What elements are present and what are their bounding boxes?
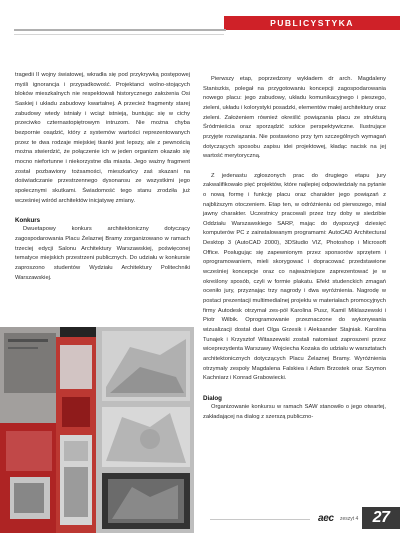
left-paragraph-1: tragedii II wojny światowej, wkradła się pod przykrywką postępowej myśli ignorancja i przypadkowość. Projektanci wolno-stojących bloków mieszkalnych nie respektowali historycznego założenia Osi Saskiej i układu zabudowy kwartalnej. A przecież fragmenty starej zabudowy wtedy istniały i wciąż istnieją, buntując się w cichy przeciwko czternastopiętrowym intruzom. Nie można chyba bezpornie osądzić, który z systemów wartości reprezentowanych przez te dwa rodzaje miejskiej tkanki jest lepszy, ale z pewnością można stwierdzić, że połączenie ich w jeden organizm okazało się mocno niefortunne i niekorzystne dla miasta. Jego ważny fragment został pozbawiony tożsamości, mieszkańcy zaś skazani na doświadczanie przestrzennego dysonansu ze wszystkimi jego społecznymi skutkami. Świadomość tego stanu zrodziła już wcześniej wśród architektów inicjatywę zmiany. bbox=[15, 72, 190, 204]
footer-rule bbox=[210, 519, 310, 520]
section-label-banner: PUBLICYSTYKA bbox=[224, 16, 400, 30]
section-heading-konkurs: Konkurs bbox=[15, 216, 41, 224]
left-column bbox=[15, 71, 190, 283]
section-heading-dialog: Dialog bbox=[203, 394, 222, 402]
right-column bbox=[203, 75, 386, 423]
right-paragraph-2: Z jedenastu zgłoszonych prac do drugiego etapu jury zakwalifikowało pięć projektów, które najlepiej odpowiedziały na pytanie o nową formę i funkcję placu oraz charakter jego powiązań z najbliższym otoczeniem. Etap ten, w odróżnieniu od pierwszego, miał jawny charakter. Uczestnicy pracowali przez trzy doby w siedzibie Oddziału Warszawskiego SARP, mając do dyspozycji dziesięć komputerów PC z zainstalowanym programami: AutoCAD Architectural Desktop 3 (AutoCAD 2000), 3DStudio VIZ, Photoshop i Microsoft Office. Posługując się zapewnionym przez sponsorów sprzętem i oprogramowaniem, mieli skorygować i dopracować przedstawione wcześniej koncepcje oraz co najważniejsze zaprezentować je w określony sposób, czyli w formie plakatu. Efekt studenckich zmagań oceniło jury, przyznając trzy nagrody i dwa wyróżnienia. Nagrodę w postaci prezentacji multimedialnej projektu w materiałach promocyjnych firmy Autodesk otrzymał zes-pół Karolina Pusz, Kamil Miklaszewski i Piotr Wilbik. Oprogramowanie przeznaczone do wykonywania wizualizacji dostał duet Olga Grzesik i Aleksander Stajniak. Karolina Tunajek i Krzysztof Witaszewski zostali natomiast zaproszeni przez wiceprezydenta Warszawy Wojciecha Kozaka do udziału w warsztatach architektonicznych dotyczących Placu Żelaznej Bramy. Wyróżnienia otrzymały zespoły Magdalena Falskiea i Adam Brzostek oraz Szymon Kachniarz i Konrad Grabowiecki. bbox=[203, 172, 386, 382]
left-paragraph-2: Dwuetapowy konkurs architektoniczny dotyczący zagospodarowania Placu Żelaznej Bramy zorganizowano w ramach trzeciej edycji Salonu Architektury Warszawskiej, poświęconej tematyce miejskich przestrzeni publicznych. Do udziału w konkursie zaproszono studentów Wydziału Architektury Politechniki Warszawskiej. bbox=[15, 226, 190, 281]
issue-label: zeszyt 4 bbox=[340, 516, 359, 522]
right-paragraph-3: Organizowanie konkursu w ramach SAW stanowiło o jego otwartej, zakładającej na dialog z szerszą publiczno- bbox=[203, 404, 386, 420]
architecture-photo-collage bbox=[0, 327, 194, 533]
page-number: 27 bbox=[362, 507, 400, 529]
aec-logo: aec bbox=[318, 513, 334, 524]
right-paragraph-1: Pierwszy etap, poprzedzony wykładem dr arch. Magdaleny Staniszkis, polegał na przygotowaniu koncepcji zagospodarowania nowego placu: jego zabudowy, układu komunikacyjnego i pieszego, zieleni, układu i kolorystyki posadzki, elementów małej architektury oraz zieleni. Założeniem również określić powiązania placu ze strukturą Śródmieścia oraz sporządzić szkice perspektywiczne. Ilustrujące przyjęte rozwiązania. Nie postawiono przy tym szczególnych wymagań dotyczących sposobu zapisu idei projektowej, kładąc nacisk na jej wartość merytoryczną. bbox=[203, 76, 386, 160]
header-rule-thin bbox=[14, 34, 224, 35]
header-rule bbox=[14, 29, 226, 31]
collage-image bbox=[0, 327, 194, 533]
